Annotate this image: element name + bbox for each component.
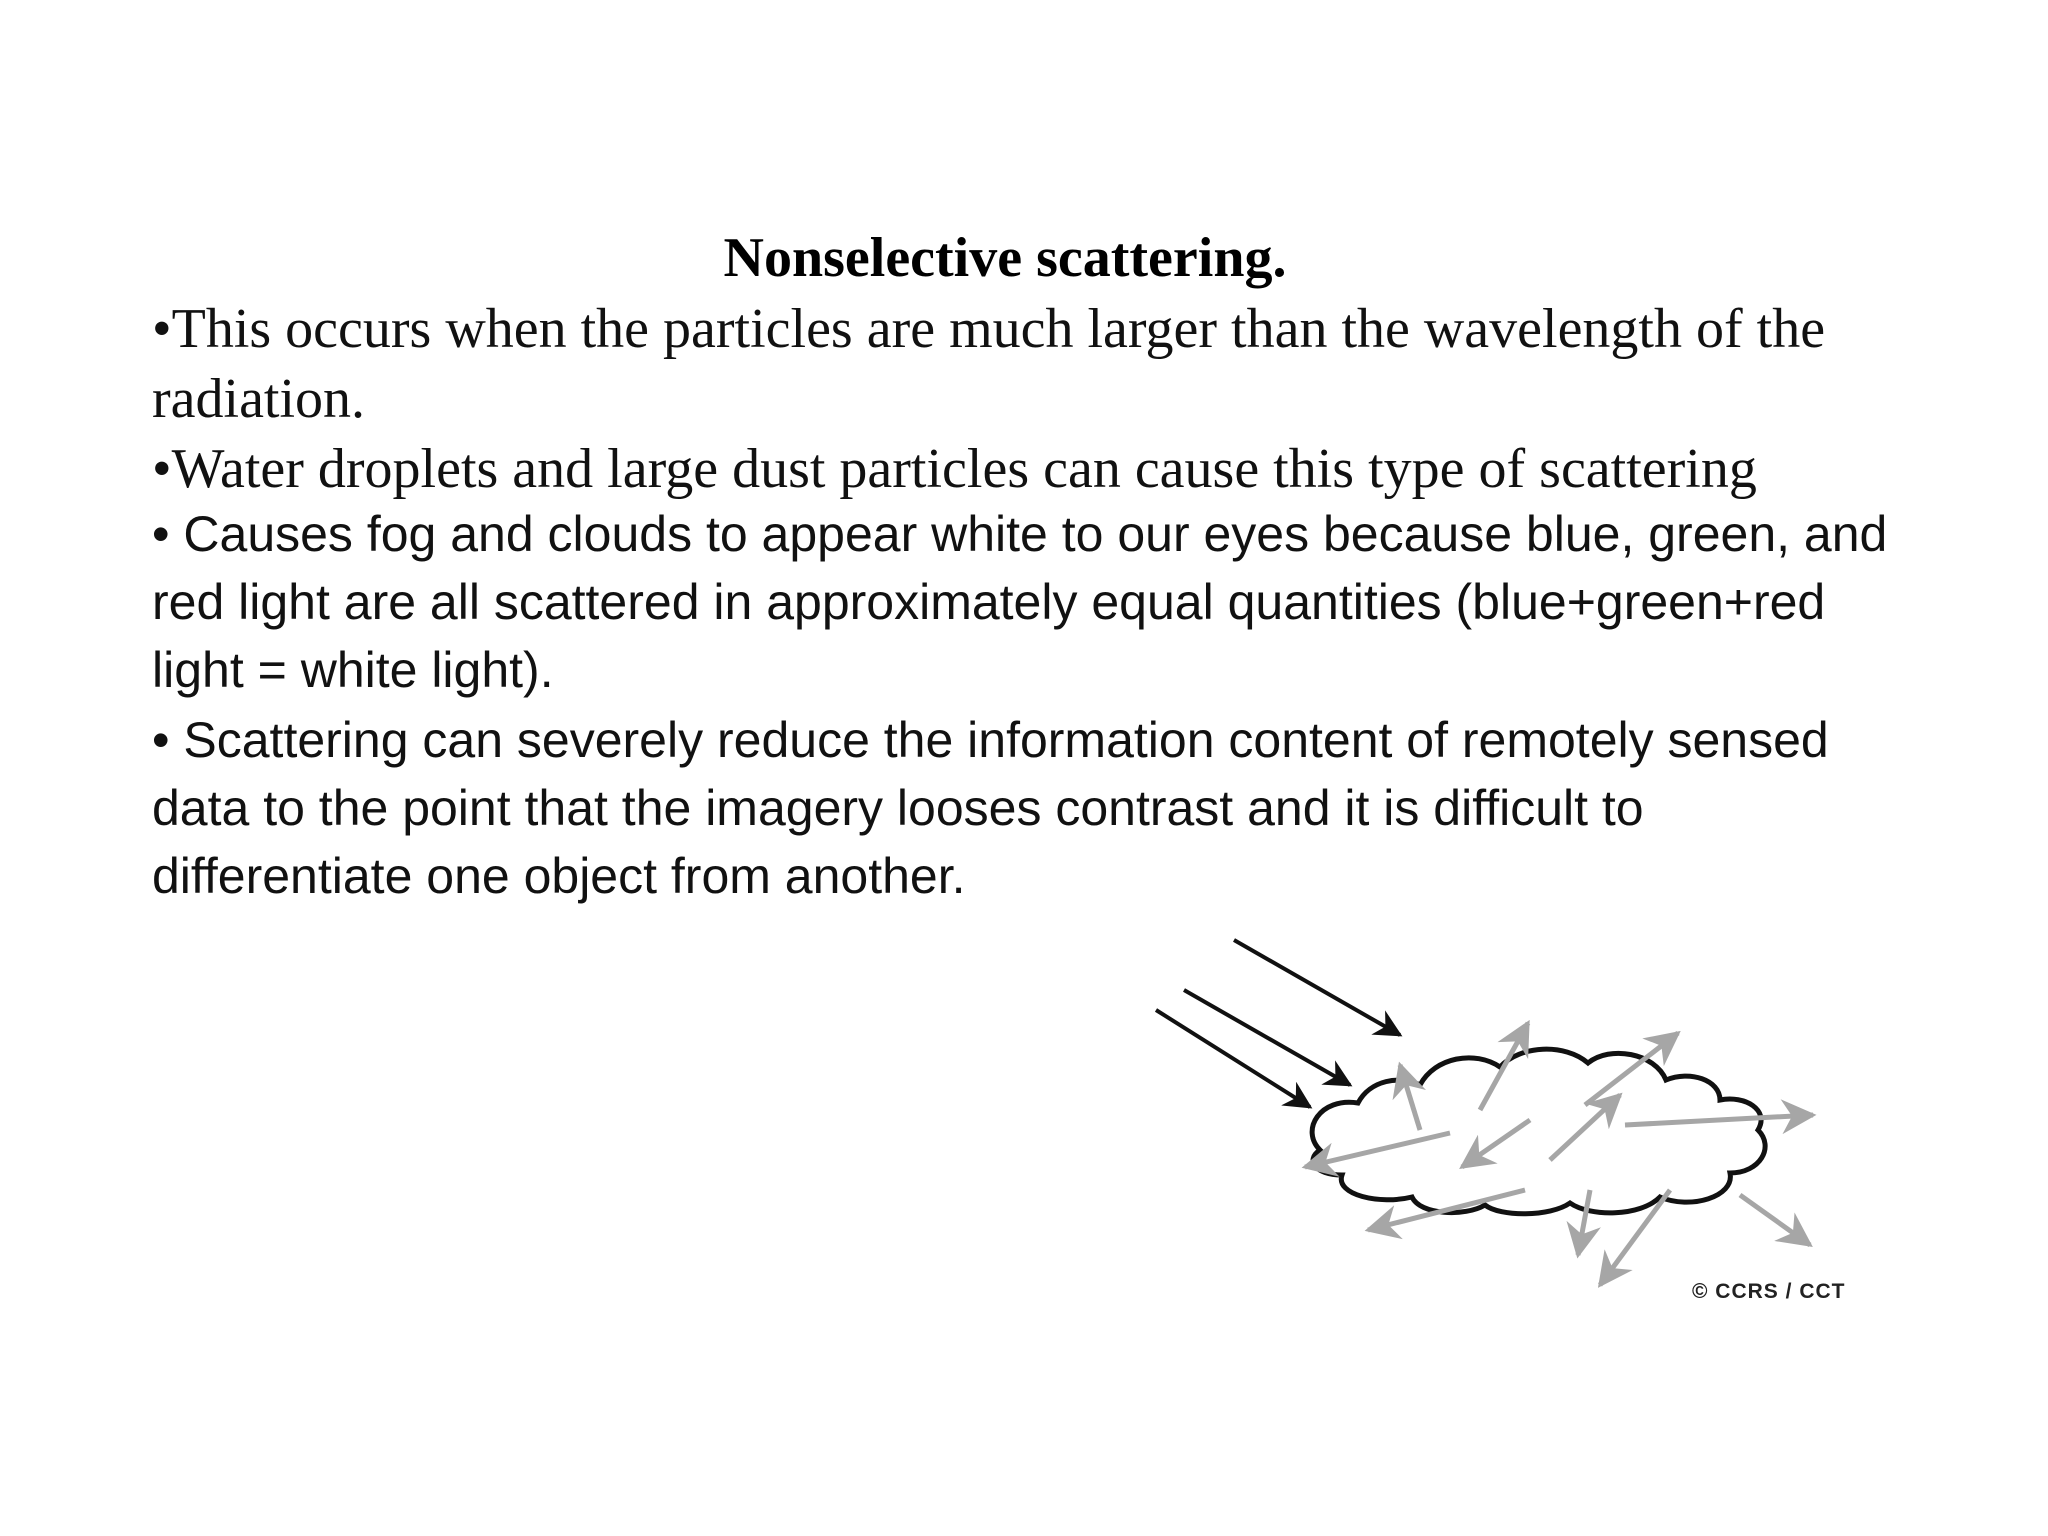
- nonselective-scattering-illustration: [1130, 905, 1890, 1325]
- bullet-water-droplets: •Water droplets and large dust particles can cause this type of scattering: [152, 438, 1757, 500]
- scattered-arrow: [1740, 1195, 1810, 1245]
- incoming-arrow: [1184, 990, 1350, 1085]
- incoming-arrow: [1234, 940, 1400, 1035]
- bullet-fog-clouds-white: • Causes fog and clouds to appear white to our eyes because blue, green, and red light are all scattered in approximately equal quantities (blue+green+red light = white light).: [152, 506, 1888, 698]
- incoming-arrow: [1156, 1010, 1310, 1107]
- image-credit: © CCRS / CCT: [1692, 1280, 1846, 1303]
- bullet-particle-size: •This occurs when the particles are much larger than the wavelength of the radiation.: [152, 298, 1826, 430]
- cloud-outline: [1312, 1049, 1765, 1214]
- bullet-information-loss: • Scattering can severely reduce the information content of remotely sensed data to the point that the imagery looses contrast and it is difficult to differentiate one object from another.: [152, 712, 1829, 904]
- incoming-radiation-arrows: [1156, 940, 1400, 1107]
- slide-title: Nonselective scattering.: [723, 227, 1287, 289]
